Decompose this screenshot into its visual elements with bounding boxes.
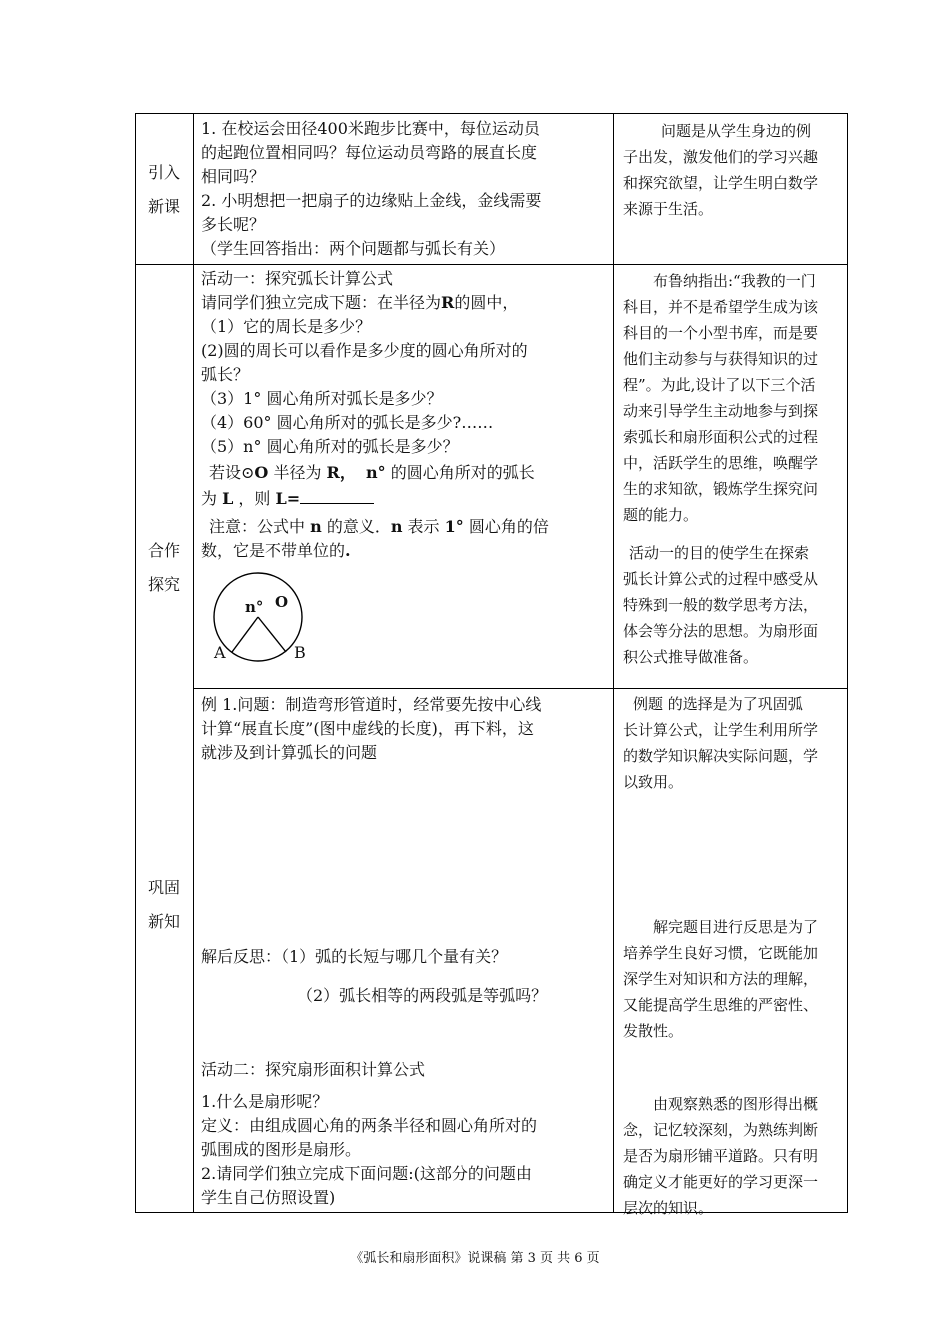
activity2-content: 1.什么是扇形呢？ 定义：由组成圆心角的两条半径和圆心角所对的 弧围成的图形是扇形。 2.请同学们独立完成下面问题:(这部分的问题由 学生自己仿照设置) [201,1092,538,1207]
example1-note: 例题 的选择是为了巩固弧 长计算公式，让学生利用所学 的数学知识解决实际问题，学 以致用。 [623,695,819,791]
reflection-note: 解完题目进行反思是为了 培养学生良好习惯，它既能加 深学生对知识和方法的理解， 又能提高学生思维的严密性、 发散性。 [623,918,819,1040]
intro-content: 1. 在校运会田径400米跑步比赛中，每位运动员 的起跑位置相同吗？每位运动员弯路的展直长度 相同吗？ 2. 小明想把一把扇子的边缘贴上金线，金线需要 多长呢？ （学生回答指出：两个问题都与弧长有关） [201,119,542,258]
page-footer: 《弧长和扇形面积》说课稿 第 3 页 共 6 页 [350,1251,600,1266]
example1-content: 例 1.问题：制造弯形管道时，经常要先按中心线 计算“展直长度”(图中虚线的长度)，再下料，这 就涉及到计算弧长的问题 [201,695,542,762]
arc-length-formula: L= [275,489,301,508]
section-label-consolidate: 巩固 新知 [147,878,180,931]
intro-note: 问题是从学生身边的例 子出发，激发他们的学习兴趣 和探究欲望，让学生明白数学 来源于生活。 [623,122,819,218]
row-divider-1 [136,264,847,265]
fig-point-b: B [294,643,306,662]
fig-angle-label: n° [245,598,264,616]
column-divider-right [613,114,614,1212]
row-divider-2 [193,688,847,689]
radius-ob [258,617,286,652]
activity1-note-2: 活动一的目的使学生在探索 弧长计算公式的过程中感受从 特殊到一般的数学思考方法， 体会等分法的思想。为扇形面 积公式推导做准备。 [623,544,819,666]
reflection-q2: （2）弧长相等的两段弧是等弧吗？ [297,986,548,1005]
column-divider-left [193,114,194,1212]
section-label-explore: 合作 探究 [147,541,180,594]
formula-blank [300,487,374,504]
lesson-plan-table [135,113,848,1217]
activity1-question: 请同学们独立完成下题：在半径为R的圆中， [201,293,519,312]
activity2-title: 活动二：探究扇形面积计算公式 [201,1060,426,1079]
activity1-note: 布鲁纳指出:“我教的一门 科目，并不是希望学生成为该 科目的一个小型书库，而是要 他们主动参与与获得知识的过 程”。为此,设计了以下三个活 动来引导学生主动地参与到探 索弧长和扇形面积公式的过程 中，活跃学生的思维，唤醒学 生的求知欲，锻炼学生探究问 题的能力。 [623,272,819,524]
activity2-note: 由观察熟悉的图形得出概 念，记忆较深刻，为熟练判断 是否为扇形铺平道路。只有明 确定义才能更好的学习更深一 层次的知识。 [623,1095,819,1217]
fig-center-label: O [275,593,289,611]
fig-point-a: A [214,643,226,662]
activity1-content: 活动一：探究弧长计算公式 请同学们独立完成下题：在半径为R的圆中， （1）它的周长是多少？ (2)圆的周长可以看作是多少度的圆心角所对的 弧长？ （3）1° 圆心角所对弧长是多少？ （4）60° 圆心角所对的弧长是多少?…… （5）n° 圆心角所对的弧长是多少？ 若设⊙O 半径为 R， n° 的圆心角所对的弧长 为 L ，则 L= 注意：公式中 n 的意义．n 表示 1° 圆心角的倍 数，它是不带单位的. [201,267,613,563]
reflection-q1: 解后反思：（1）弧的长短与哪几个量有关？ [201,947,508,966]
activity1-title: 活动一：探究弧长计算公式 [201,269,394,288]
section-label-intro: 引入 新课 [147,163,180,216]
radius-oa [232,617,258,652]
